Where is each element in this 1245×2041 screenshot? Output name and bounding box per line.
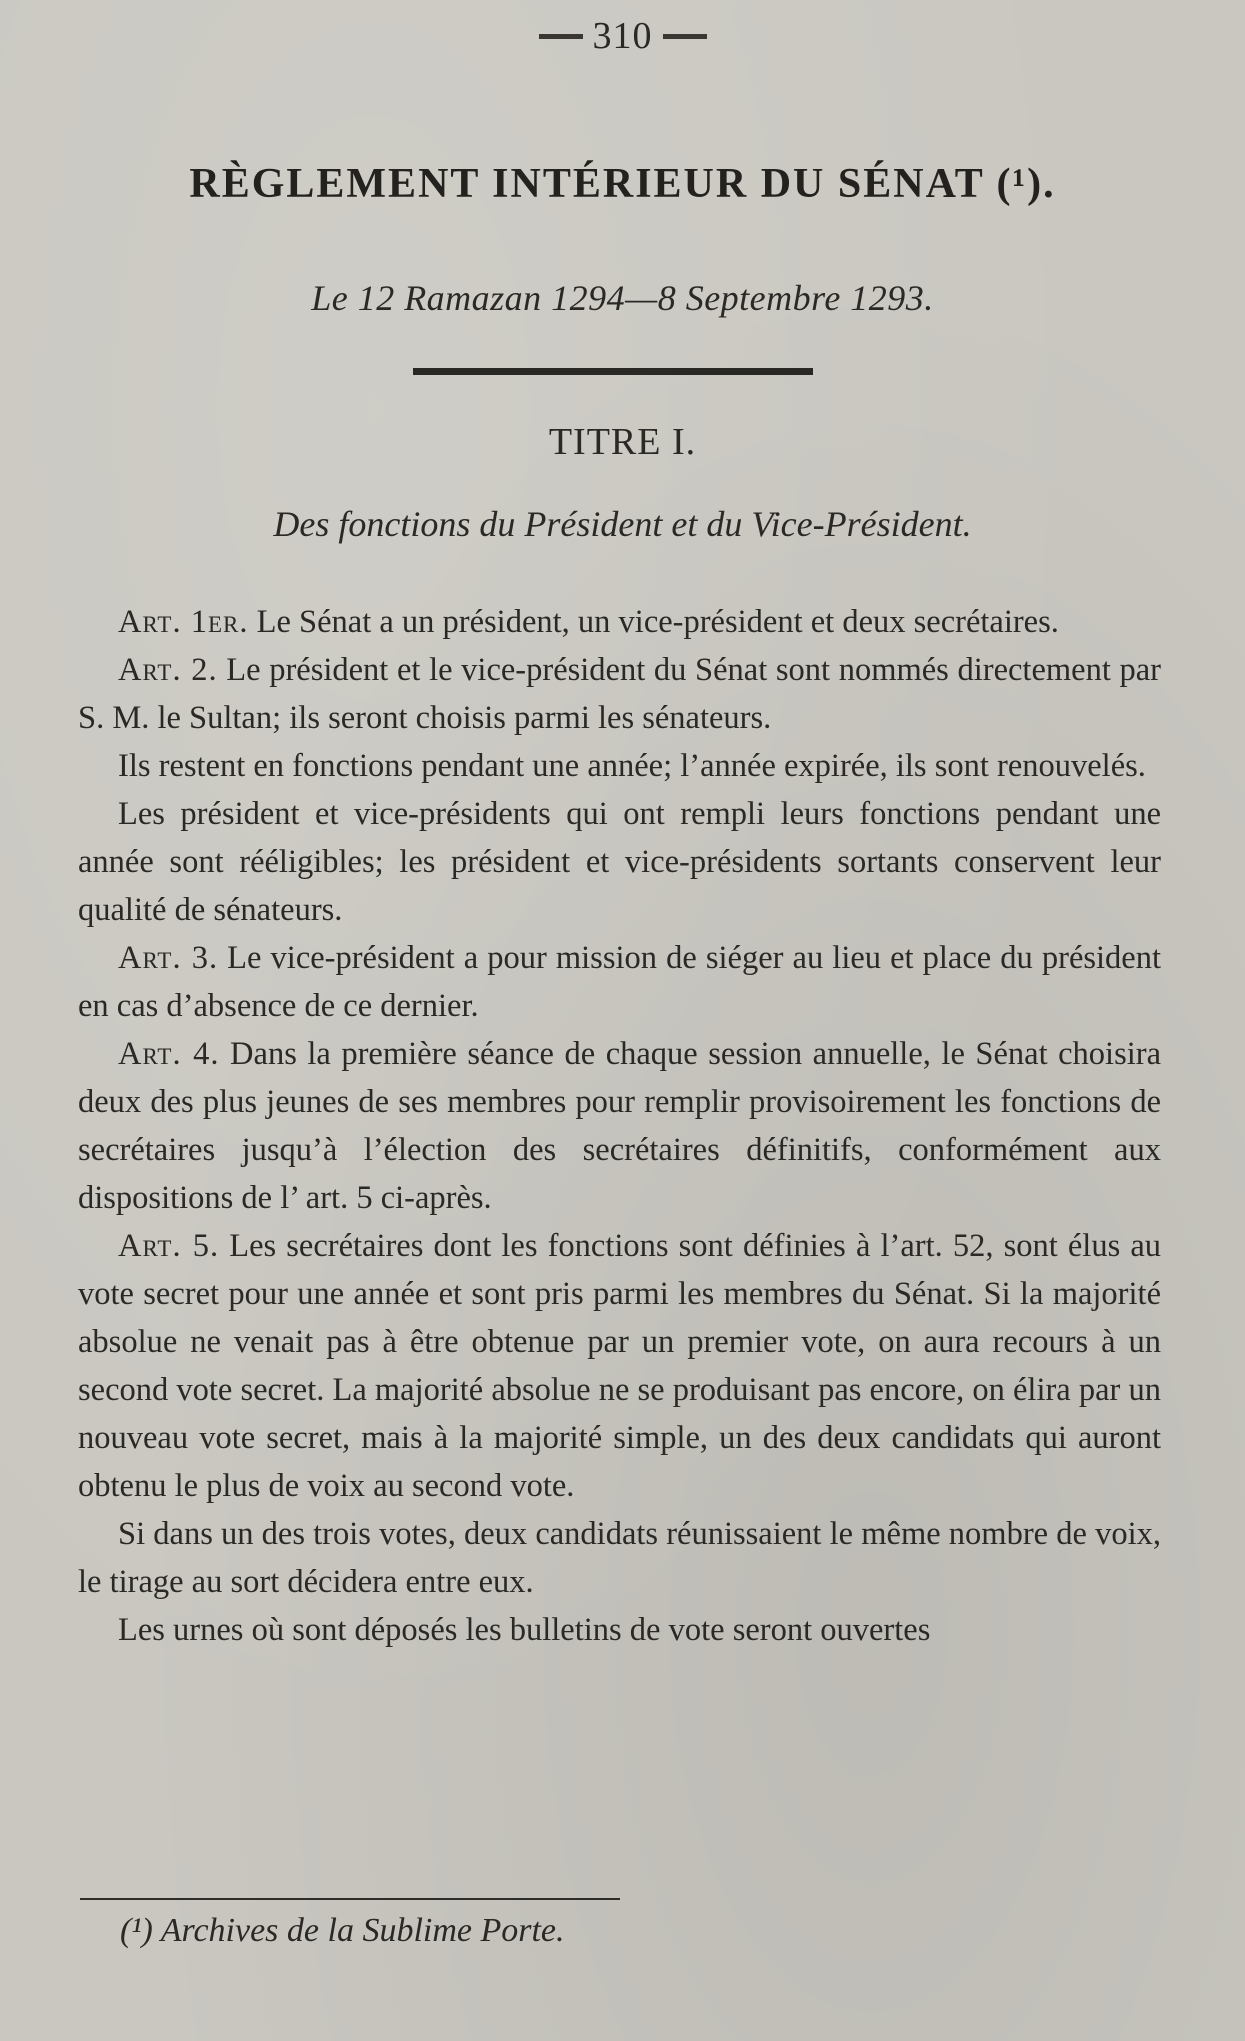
page-number: [0, 14, 1245, 58]
paragraph-text: Ils restent en fonctions pendant une année; l’année expirée, ils sont renouvelés.: [118, 748, 1146, 784]
paragraph-text: Le président et le vice-président du Sénat sont nommés directement par S. M. le Sultan; ils seront choisis parmi les sénateurs.: [78, 652, 1162, 736]
page-number-value: 310: [592, 15, 653, 57]
document-date: Le 12 Ramazan 1294—8 Septembre 1293.: [311, 278, 934, 318]
article-label: Art. 3.: [118, 940, 219, 976]
paragraph-text: Le Sénat a un président, un vice-président et deux secrétaires.: [256, 604, 1059, 640]
paragraph-text: Dans la première séance de chaque session annuelle, le Sénat choisira deux des plus jeunes de ses membres pour remplir provisoirement les fonctions de secrétaires jusqu’à l’élection des secrétaires définitifs, conformément aux dispositions de l’ art. 5 ci-après.: [78, 1036, 1162, 1216]
paragraph-text: Les président et vice-présidents qui ont rempli leurs fonctions pendant une année sont rééligibles; les président et vice-présidents sortants conservent leur qualité de sénateurs.: [78, 796, 1161, 928]
paragraph: [78, 790, 1161, 934]
paragraph: [78, 1030, 1161, 1222]
paragraph: [78, 1510, 1161, 1606]
paragraph: [78, 742, 1161, 790]
article-label: Art. 5.: [118, 1228, 220, 1264]
page-number-left-dash: [539, 34, 583, 39]
page-number-right-dash: [663, 34, 707, 39]
title-divider: [413, 368, 813, 375]
article-label: Art. 1er.: [118, 604, 249, 640]
paragraph: [78, 598, 1161, 646]
paragraph-text: Le vice-président a pour mission de siéger au lieu et place du président en cas d’absence de ce dernier.: [78, 940, 1162, 1024]
article-label: Art. 2.: [118, 652, 218, 688]
footnote-divider: [80, 1898, 620, 1900]
paragraph: [78, 1222, 1161, 1510]
document-title: RÈGLEMENT INTÉRIEUR DU SÉNAT (¹).: [189, 161, 1056, 207]
paragraph: [78, 1606, 1161, 1654]
section-subtitle: Des fonctions du Président et du Vice-Président.: [273, 504, 972, 544]
paragraph: [78, 646, 1161, 742]
paragraph: [78, 934, 1161, 1030]
footnote: (¹) Archives de la Sublime Porte.: [120, 1912, 565, 1949]
paragraph-text: Les secrétaires dont les fonctions sont définies à l’art. 52, sont élus au vote secret pour une année et sont pris parmi les membres du Sénat. Si la majorité absolue ne venait pas à être obtenue par un premier vote, on aura recours à un second vote secret. La majorité absolue ne se produisant pas encore, on élira par un nouveau vote secret, mais à la majorité simple, un des deux candidats qui auront obtenu le plus de voix au second vote.: [78, 1228, 1162, 1504]
paragraph-text: Si dans un des trois votes, deux candidats réunissaient le même nombre de voix, le tirage au sort décidera entre eux.: [78, 1516, 1161, 1600]
article-label: Art. 4.: [118, 1036, 220, 1072]
section-label: TITRE I.: [548, 421, 697, 463]
paragraph-text: Les urnes où sont déposés les bulletins de vote seront ouvertes: [118, 1612, 931, 1648]
body-text: [78, 598, 1161, 1654]
